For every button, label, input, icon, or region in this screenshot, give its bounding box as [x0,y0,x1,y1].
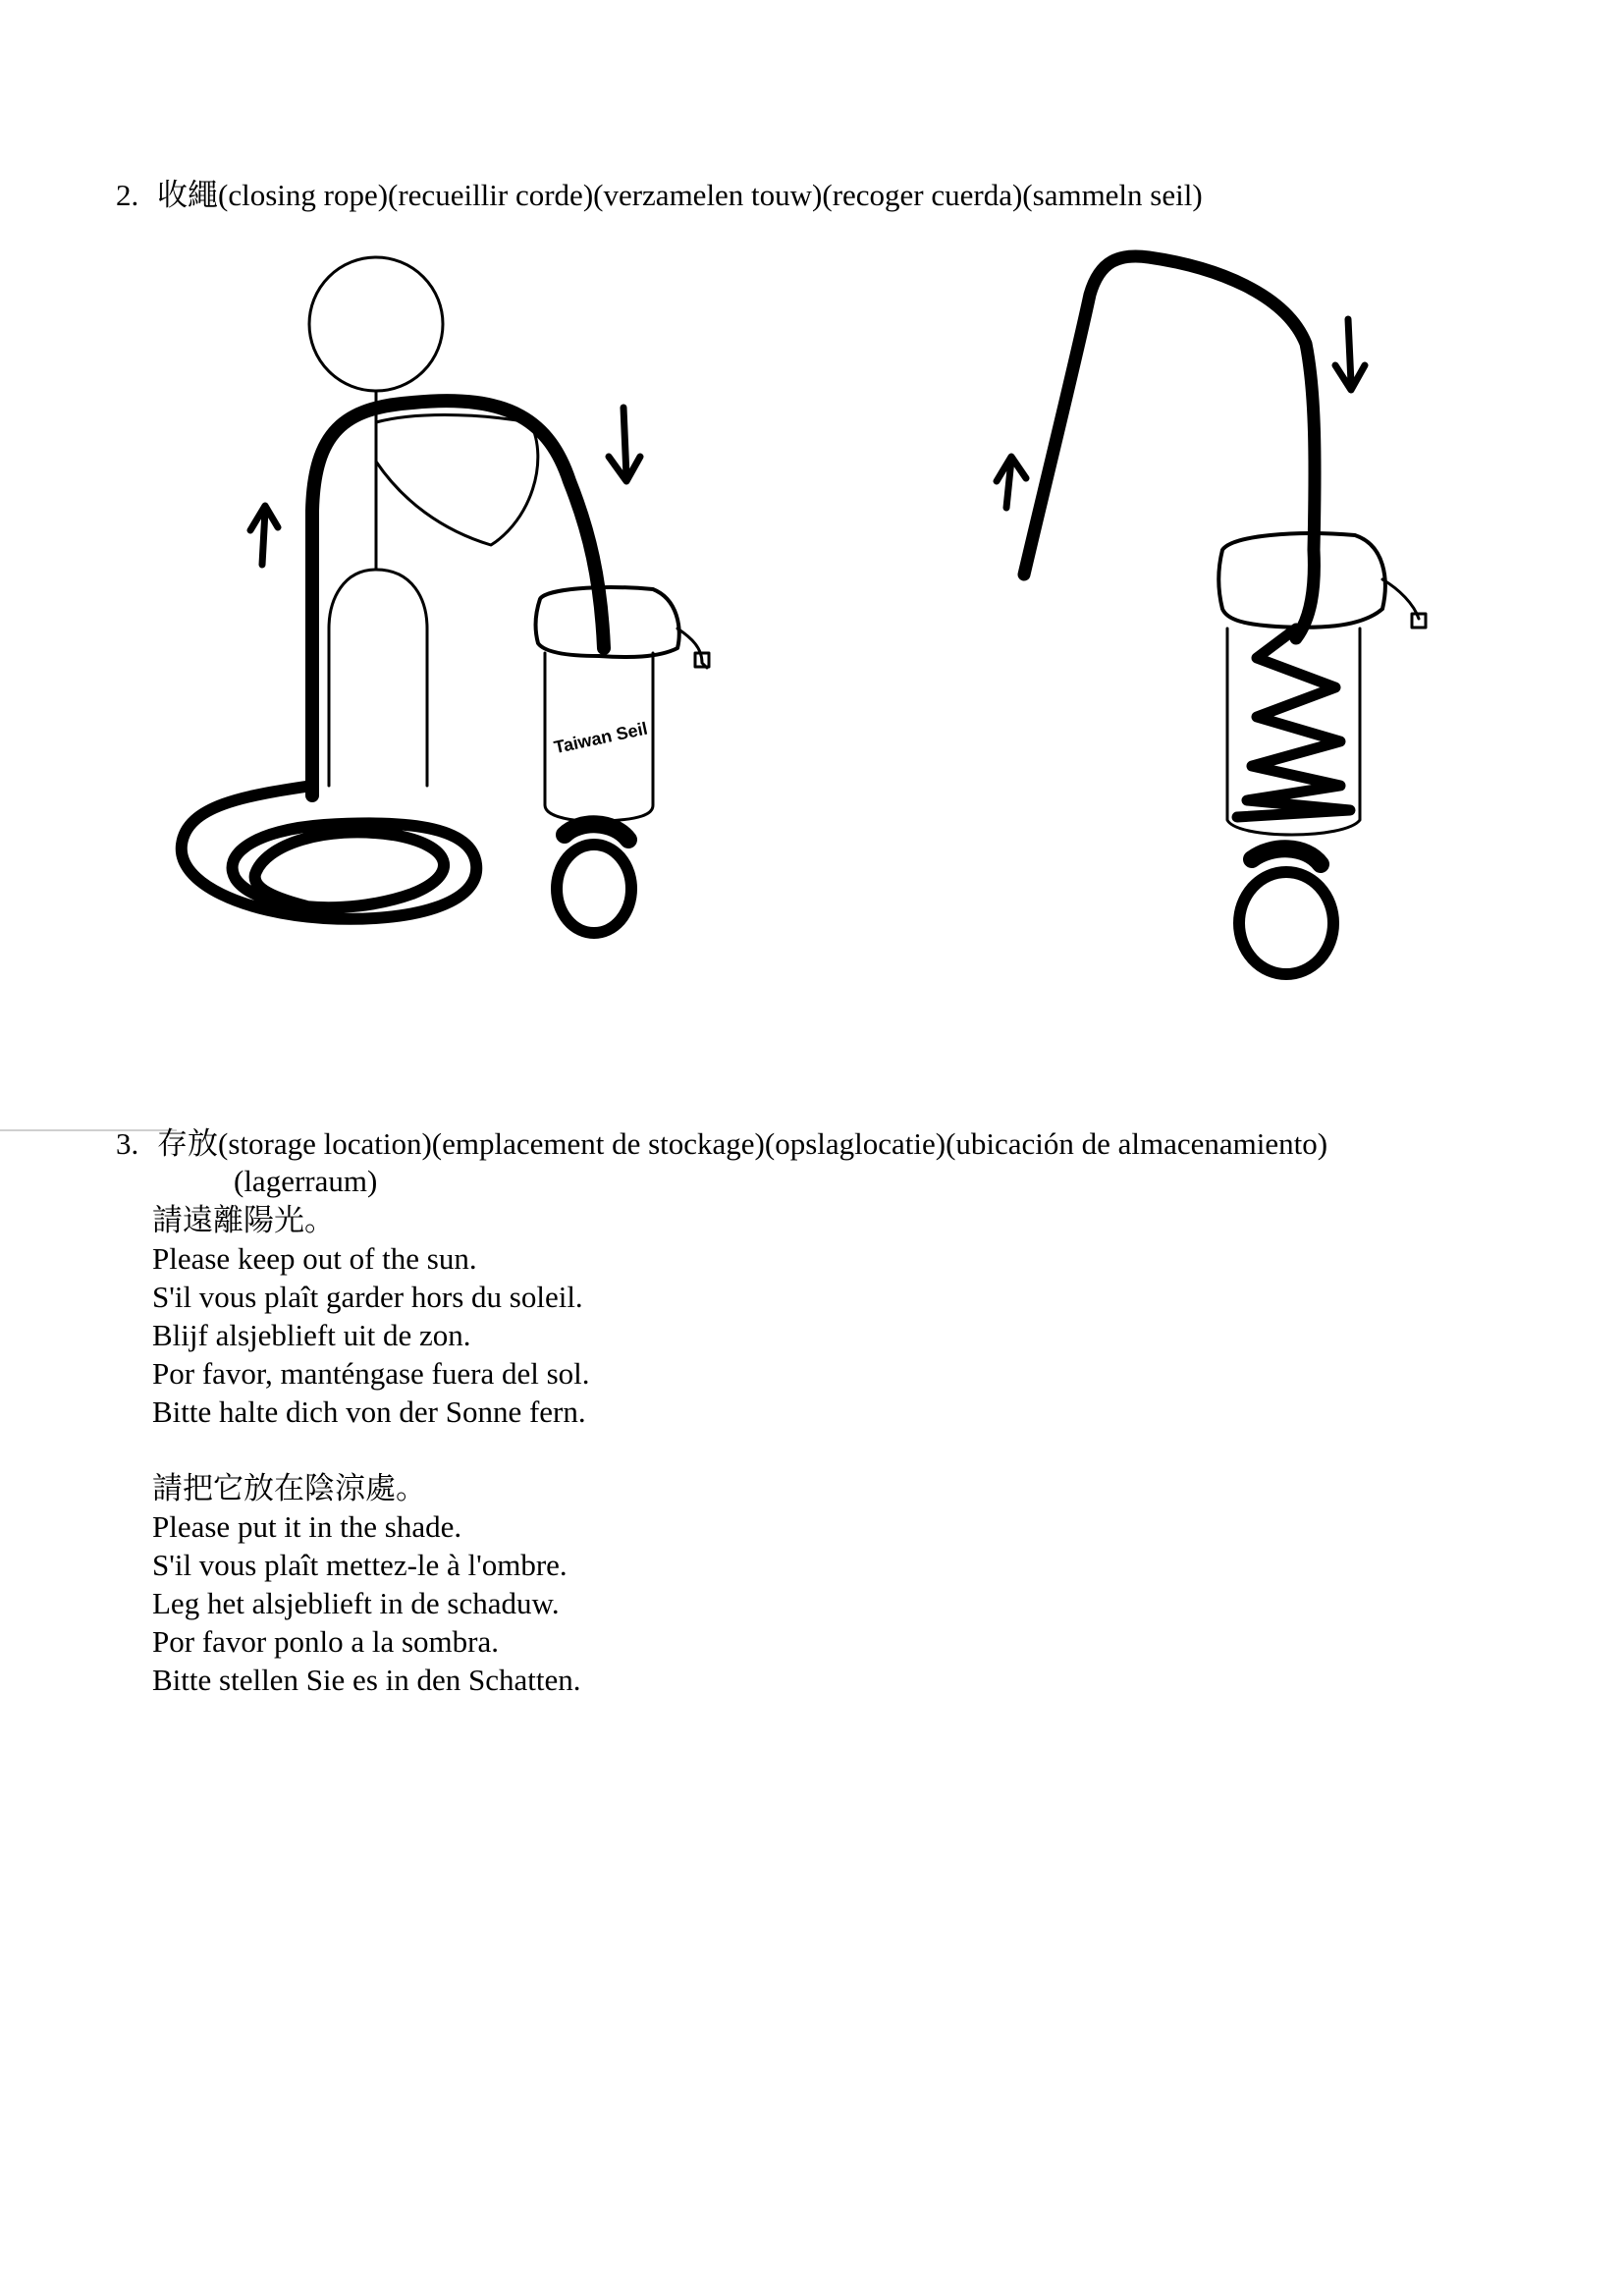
section-3-number: 3. [116,1126,139,1161]
rope-right [1024,256,1315,638]
text-line: Please keep out of the sun. [152,1241,477,1276]
text-line: S'il vous plaît mettez-le à l'ombre. [152,1548,568,1582]
person-arm [376,415,538,546]
figure-right [997,256,1426,974]
person-legs [329,570,427,786]
text-line: Leg het alsjeblieft in de schaduw. [152,1586,560,1620]
down-arrow-right [1335,319,1365,390]
up-arrow-left [250,506,278,565]
section-2-title: 收繩(closing rope)(recueillir corde)(verzamelen touw)(recoger cuerda)(sammeln seil) [157,178,1203,212]
figure-left [182,257,709,933]
bottom-loop-left [557,845,631,933]
person-head [309,257,443,391]
knot-left [565,824,628,840]
bag-strap [677,629,707,668]
rope-zigzag [1237,629,1350,817]
section-2-number: 2. [116,178,139,212]
up-arrow-right [997,457,1026,508]
text-line: Por favor ponlo a la sombra. [152,1624,499,1659]
paper-fold-mark [0,1129,177,1131]
text-line: Bitte stellen Sie es in den Schatten. [152,1663,581,1697]
bottom-loop-right [1239,872,1333,974]
text-line: Please put it in the shade. [152,1509,462,1544]
text-line: S'il vous plaît garder hors du soleil. [152,1280,583,1314]
section-3-title: 存放(storage location)(emplacement de stockage)(opslaglocatie)(ubicación de almacenamiento) [157,1126,1328,1161]
text-line: 請把它放在陰涼處。 [152,1471,426,1505]
text-line: Blijf alsjeblieft uit de zon. [152,1318,471,1352]
rope-coil [182,786,477,919]
text-line: Por favor, manténgase fuera del sol. [152,1356,590,1391]
bag-brand: Taiwan Seil [552,718,650,758]
section-3-title-cont: (lagerraum) [234,1164,378,1198]
text-line: 請遠離陽光。 [152,1203,335,1237]
rope-illustration [0,0,1623,1061]
text-line: Bitte halte dich von der Sonne fern. [152,1394,586,1429]
knot-right [1252,848,1321,864]
down-arrow-left [609,408,640,481]
